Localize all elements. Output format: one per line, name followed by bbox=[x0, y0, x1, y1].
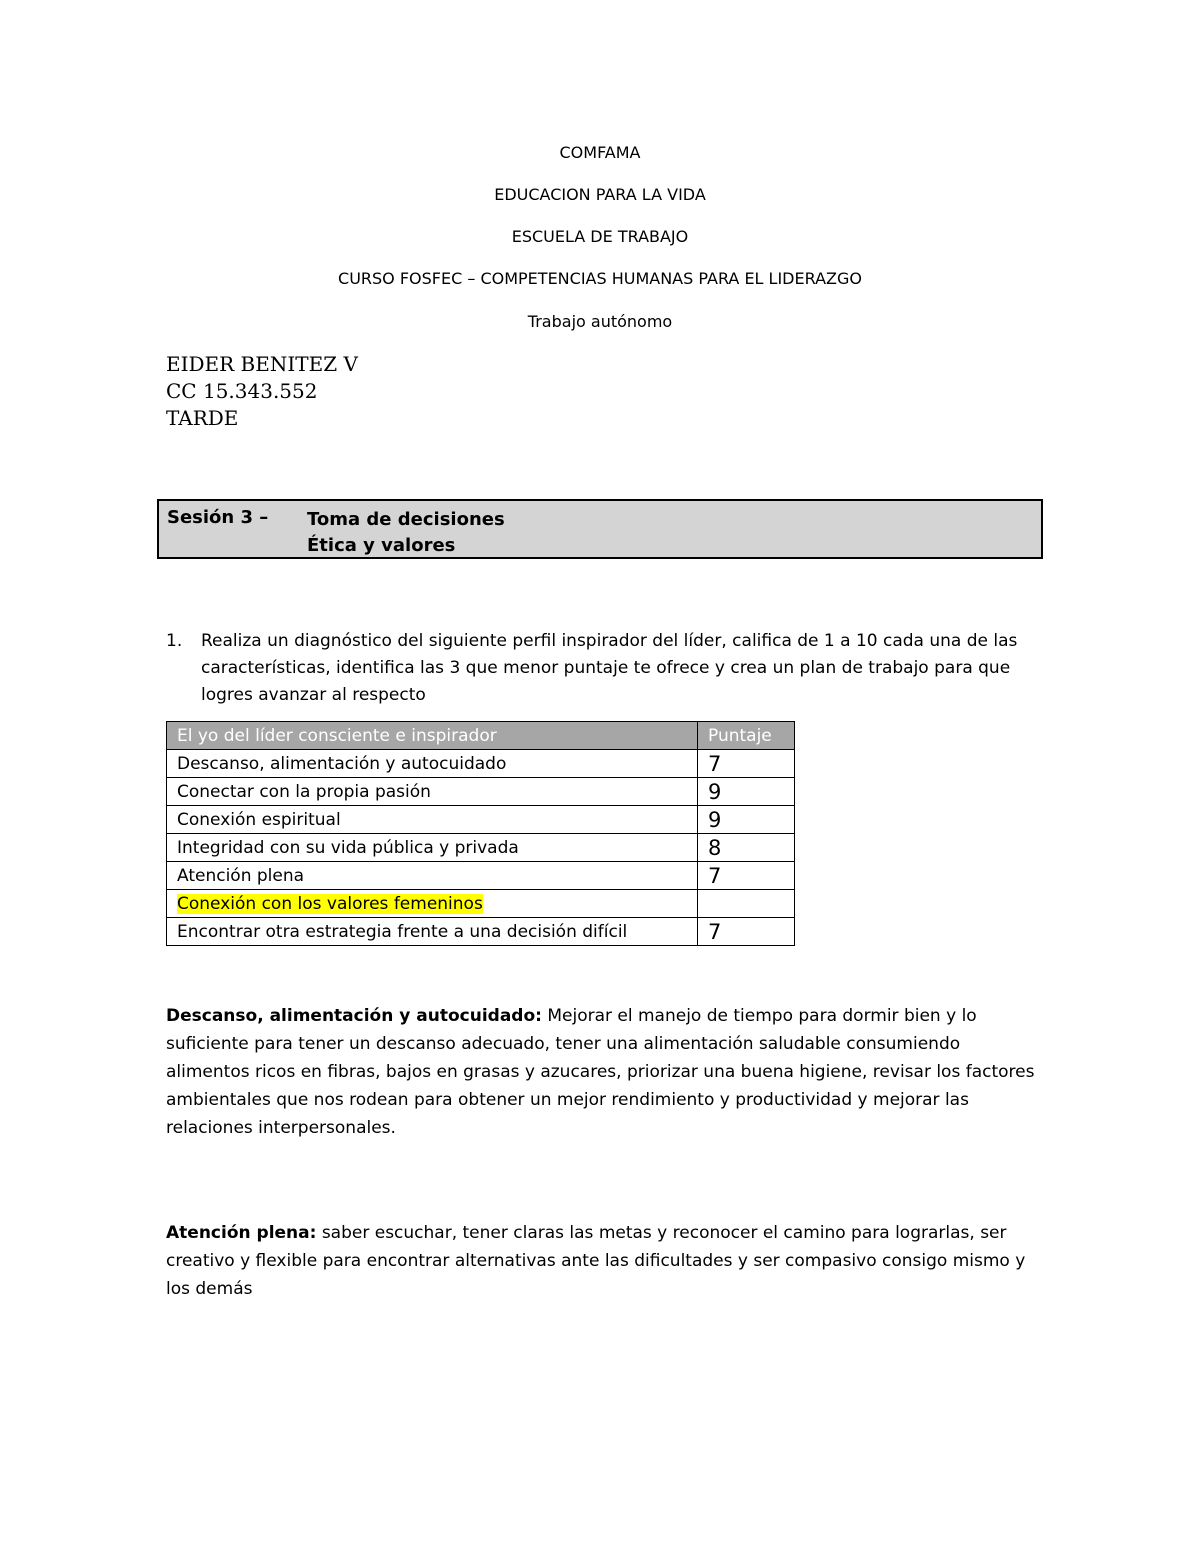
table-cell-item: Conectar con la propia pasión bbox=[167, 778, 698, 806]
table-cell-score bbox=[698, 890, 795, 918]
plan-paragraph bbox=[166, 1219, 1041, 1303]
table-cell-item: Integridad con su vida pública y privada bbox=[167, 834, 698, 862]
plan-text: Mejorar el manejo de tiempo para dormir bien y lo suficiente para tener un descanso adecuado, tener una alimentación saludable consumiendo alimentos ricos en fibras, bajos en grasas y azucares, priorizar una buena higiene, revisar los factores ambientales que nos rodean para obtener un mejor rendimiento y productividad y mejorar las relaciones interpersonales. bbox=[166, 1006, 1035, 1138]
table-row bbox=[167, 778, 795, 806]
table-header-item: El yo del líder consciente e inspirador bbox=[167, 722, 698, 750]
student-info bbox=[166, 351, 358, 432]
session-topic: Toma de decisiones bbox=[307, 509, 505, 530]
highlighted-item: Conexión con los valores femeninos bbox=[177, 893, 483, 914]
student-name: EIDER BENITEZ V bbox=[166, 352, 358, 376]
table-cell-item: Atención plena bbox=[167, 862, 698, 890]
session-box bbox=[157, 499, 1043, 559]
table-cell-item: Encontrar otra estrategia frente a una decisión difícil bbox=[167, 918, 698, 946]
table-cell-score: 7 bbox=[698, 862, 795, 890]
table-cell-item bbox=[167, 890, 698, 918]
org-title: COMFAMA bbox=[559, 143, 641, 162]
table-cell-score: 9 bbox=[698, 778, 795, 806]
table-cell-score: 7 bbox=[698, 918, 795, 946]
table-cell-score: 8 bbox=[698, 834, 795, 862]
table-cell-item: Conexión espiritual bbox=[167, 806, 698, 834]
table-row bbox=[167, 806, 795, 834]
school-title: ESCUELA DE TRABAJO bbox=[511, 227, 689, 246]
session-topics bbox=[307, 507, 505, 559]
table-row bbox=[167, 750, 795, 778]
question-1 bbox=[166, 628, 1036, 709]
work-type: Trabajo autónomo bbox=[527, 312, 673, 331]
table-cell-score: 9 bbox=[698, 806, 795, 834]
question-text: Realiza un diagnóstico del siguiente perfil inspirador del líder, califica de 1 a 10 cada una de las características, identifica las 3 que menor puntaje te ofrece y crea un plan de trabajo para que logres avanzar al respecto bbox=[201, 631, 1018, 705]
plan-paragraph bbox=[166, 1002, 1041, 1142]
table-header-row bbox=[167, 722, 795, 750]
table-row bbox=[167, 918, 795, 946]
plan-title: Atención plena: bbox=[166, 1223, 317, 1243]
question-number: 1. bbox=[166, 631, 183, 651]
profile-table bbox=[166, 721, 795, 946]
session-topic: Ética y valores bbox=[307, 535, 456, 556]
session-label: Sesión 3 – bbox=[167, 507, 269, 528]
table-header-score: Puntaje bbox=[698, 722, 795, 750]
table-row bbox=[167, 834, 795, 862]
table-row bbox=[167, 862, 795, 890]
table-cell-item: Descanso, alimentación y autocuidado bbox=[167, 750, 698, 778]
plan-text: saber escuchar, tener claras las metas y reconocer el camino para lograrlas, ser creativo y flexible para encontrar alternativas ante las dificultades y ser compasivo consigo mismo y los demás bbox=[166, 1223, 1026, 1299]
student-shift: TARDE bbox=[166, 406, 239, 430]
plan-title: Descanso, alimentación y autocuidado: bbox=[166, 1006, 542, 1026]
table-row bbox=[167, 890, 795, 918]
program-title: EDUCACION PARA LA VIDA bbox=[494, 185, 706, 204]
table-cell-score: 7 bbox=[698, 750, 795, 778]
course-title: CURSO FOSFEC – COMPETENCIAS HUMANAS PARA EL LIDERAZGO bbox=[338, 269, 862, 288]
student-id: CC 15.343.552 bbox=[166, 379, 318, 403]
